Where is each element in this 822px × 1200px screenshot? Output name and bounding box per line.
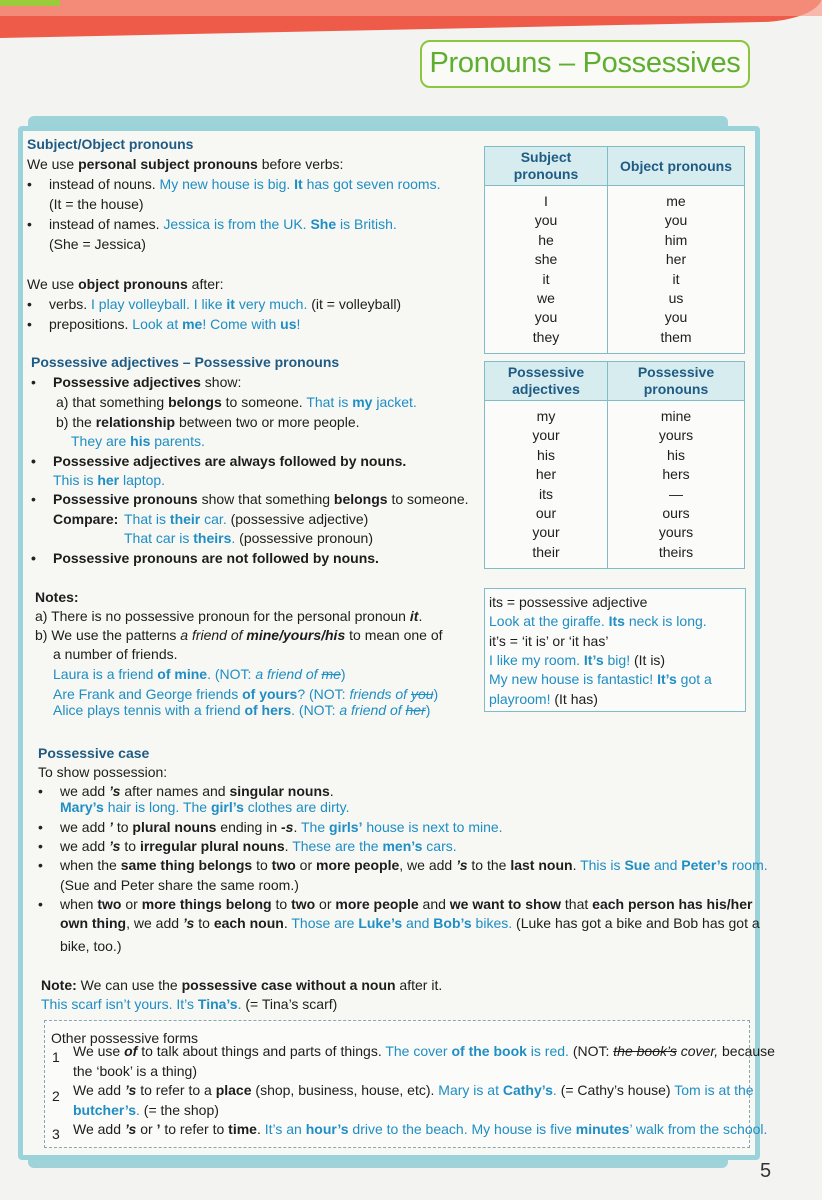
possessive-heading: Possessive adjectives – Possessive pronouns: [31, 354, 340, 370]
subject-object-table: [484, 146, 745, 354]
table-header: Subject pronouns: [485, 147, 608, 186]
compare-label: Compare:: [53, 511, 119, 527]
object-bullet-prepositions: • prepositions. Look at me! Come with us!: [49, 315, 300, 334]
poss-case-each-cont: own thing, we add ’s to each noun. Those are Luke’s and Bob’s bikes. (Luke has got a bike and Bob has got a: [60, 915, 760, 931]
poss-adj-show-bullet: • Possessive adjectives show:: [53, 373, 241, 392]
its-line-2: Look at the giraffe. Its neck is long.: [489, 613, 707, 629]
table-row: he him: [485, 231, 745, 250]
table-row: my mine: [485, 401, 745, 427]
table-row: her hers: [485, 465, 745, 484]
possessive-case-intro: To show possession:: [38, 764, 168, 780]
table-row: you you: [485, 308, 745, 327]
poss-case-bullet-shared: • when the same thing belongs to two or more people, we add ’s to the last noun. This is Sue and Peter’s room.: [60, 856, 768, 875]
table-row: your yours: [485, 426, 745, 445]
table-row: our ours: [485, 504, 745, 523]
poss-adj-point-b-example: They are his parents.: [71, 433, 205, 449]
top-decorative-stripe-light: [0, 0, 822, 16]
its-line-3: it’s = ‘it is’ or ‘it has’: [489, 633, 609, 649]
notes-example-1: Laura is a friend of mine. (NOT: a friend of me): [53, 666, 346, 682]
table-row: they them: [485, 328, 745, 354]
poss-case-singular-example: Mary’s hair is long. The girl’s clothes are dirty.: [60, 799, 350, 815]
table-row: its —: [485, 485, 745, 504]
table-row: we us: [485, 289, 745, 308]
its-line-6: playroom! (It has): [489, 691, 598, 707]
table-header: Possessive adjectives: [485, 362, 608, 401]
other-forms-item-3: We add ’s or ’ to refer to time. It’s an hour’s drive to the beach. My house is five minutes’ walk from the school.: [73, 1121, 768, 1137]
poss-case-shared-note: (Sue and Peter share the same room.): [60, 877, 299, 893]
other-forms-number-2: 2: [52, 1088, 60, 1104]
its-line-4: I like my room. It’s big! (It is): [489, 652, 666, 668]
notes-point-a: a) There is no possessive pronoun for the personal pronoun it.: [35, 608, 423, 624]
compare-example-1: That is their car. (possessive adjective): [124, 511, 369, 527]
its-line-5: My new house is fantastic! It’s got a: [489, 671, 712, 687]
table-row: your yours: [485, 523, 745, 542]
notes-point-b: b) We use the patterns a friend of mine/yours/his to mean one of: [35, 627, 443, 643]
poss-case-each-cont-2: bike, too.): [60, 938, 122, 954]
notes-example-3: Alice plays tennis with a friend of hers. (NOT: a friend of her): [53, 702, 431, 718]
other-forms-number-3: 3: [52, 1126, 60, 1142]
page-number: 5: [760, 1160, 772, 1182]
subject-bullet-nouns-note: (It = the house): [49, 196, 144, 212]
other-forms-item-2-cont: butcher’s. (= the shop): [73, 1102, 219, 1118]
object-intro: We use object pronouns after:: [27, 276, 224, 292]
possessive-case-heading: Possessive case: [38, 745, 150, 761]
poss-pron-not-followed-bullet: • Possessive pronouns are not followed by nouns.: [53, 549, 379, 568]
poss-adj-point-a: a) that something belongs to someone. That is my jacket.: [56, 394, 417, 410]
compare-example-2: That car is theirs. (possessive pronoun): [124, 530, 374, 546]
table-header: Object pronouns: [608, 147, 745, 186]
subject-bullet-names: • instead of names. Jessica is from the UK. She is British.: [49, 215, 397, 234]
notes-heading: Notes:: [35, 589, 79, 605]
table-header: Possessive pronouns: [608, 362, 745, 401]
poss-adj-followed-bullet: • Possessive adjectives are always followed by nouns.: [53, 452, 406, 471]
subject-object-heading: Subject/Object pronouns: [27, 136, 194, 152]
poss-case-bullet-singular: • we add ’s after names and singular nouns.: [60, 782, 334, 801]
subject-bullet-nouns: • instead of nouns. My new house is big. It has got seven rooms.: [49, 175, 440, 194]
page-title: Pronouns – Possessives: [420, 40, 750, 88]
poss-pron-show-bullet: • Possessive pronouns show that something belongs to someone.: [53, 490, 469, 509]
poss-case-note-example: This scarf isn’t yours. It’s Tina’s. (= Tina’s scarf): [41, 996, 338, 1012]
other-forms-number-1: 1: [52, 1049, 60, 1065]
table-row: their theirs: [485, 543, 745, 569]
subject-bullet-names-note: (She = Jessica): [49, 236, 146, 252]
table-row: his his: [485, 446, 745, 465]
top-green-corner: [0, 0, 60, 6]
table-row: it it: [485, 270, 745, 289]
table-row: she her: [485, 250, 745, 269]
table-row: you you: [485, 211, 745, 230]
poss-case-bullet-irregular: • we add ’s to irregular plural nouns. These are the men’s cars.: [60, 837, 457, 856]
poss-adj-followed-example: This is her laptop.: [53, 472, 166, 488]
notes-point-b-cont: a number of friends.: [53, 646, 178, 662]
notes-example-2: Are Frank and George friends of yours? (NOT: friends of you): [53, 686, 439, 702]
table-row: I me: [485, 186, 745, 212]
poss-case-bullet-plural: • we add ’ to plural nouns ending in -s. The girls’ house is next to mine.: [60, 818, 503, 837]
possessive-table: [484, 361, 745, 569]
poss-adj-point-b: b) the relationship between two or more people.: [56, 414, 360, 430]
its-line-1: its = possessive adjective: [489, 594, 648, 610]
other-forms-heading: Other possessive forms: [51, 1030, 199, 1046]
other-forms-item-1: We use of to talk about things and parts of things. The cover of the book is red. (NOT: the book’s cover, because: [73, 1043, 775, 1059]
subject-intro: We use personal subject pronouns before verbs:: [27, 156, 344, 172]
object-bullet-verbs: • verbs. I play volleyball. I like it very much. (it = volleyball): [49, 295, 401, 314]
poss-case-note: Note: We can use the possessive case without a noun after it.: [41, 977, 443, 993]
other-forms-item-1-cont: the ‘book’ is a thing): [73, 1063, 197, 1079]
other-forms-item-2: We add ’s to refer to a place (shop, business, house, etc). Mary is at Cathy’s. (= Cathy’s house) Tom is at the: [73, 1082, 754, 1098]
poss-case-bullet-each: • when two or more things belong to two or more people and we want to show that each person has his/her: [60, 895, 752, 914]
